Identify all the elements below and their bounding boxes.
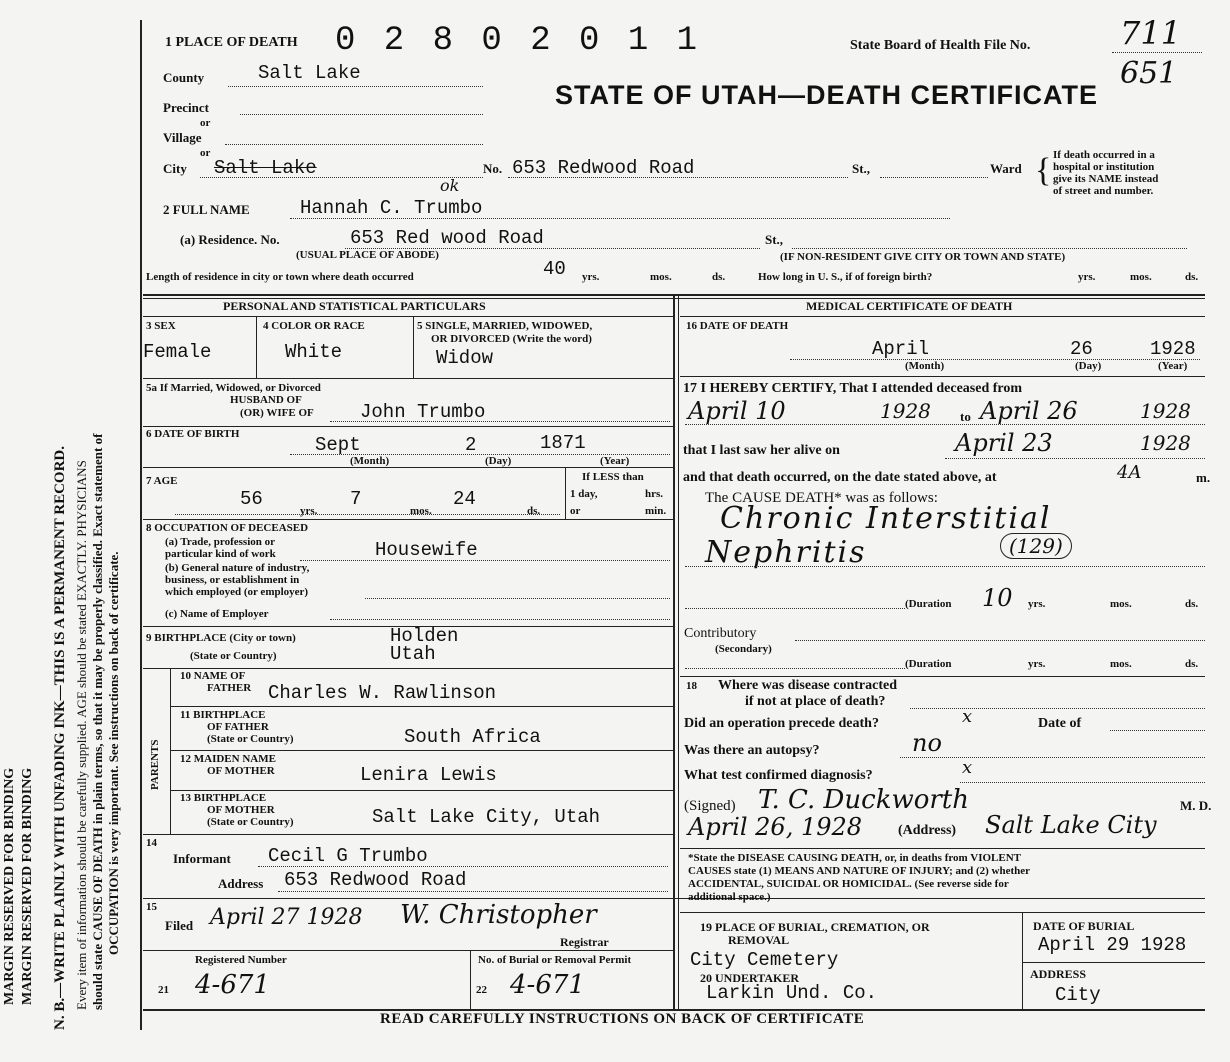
age-years: 56 xyxy=(240,488,263,510)
duration2-yrs-label: yrs. xyxy=(1028,658,1046,670)
rule-r-6 xyxy=(1022,962,1205,963)
length-of-residence-years: 40 xyxy=(543,258,566,280)
or-text-1: or xyxy=(200,117,211,129)
rule-l-7 xyxy=(143,668,675,669)
spouse-line xyxy=(330,421,670,422)
informant-address-label: Address xyxy=(218,876,264,891)
less-hrs-label: hrs. xyxy=(645,488,664,500)
age-yrs-label: yrs. xyxy=(300,505,318,517)
age-line xyxy=(175,514,560,515)
physician-signature: T. C. Duckworth xyxy=(758,785,969,815)
length-mos-label: mos. xyxy=(650,271,672,283)
md-label: M. D. xyxy=(1180,798,1212,813)
less-than-label: If LESS than xyxy=(582,471,644,483)
employer-line xyxy=(330,619,670,620)
operation-label: Did an operation precede death? xyxy=(684,716,879,731)
cause-line xyxy=(685,566,1205,567)
contracted-label-2: if not at place of death? xyxy=(745,694,886,709)
residence-value: 653 Red wood Road xyxy=(350,227,544,249)
contracted-label-1: Where was disease contracted xyxy=(718,678,897,693)
undertaker-label: 20 UNDERTAKER xyxy=(700,971,800,985)
operation-value: x xyxy=(962,706,973,727)
ward-label: Ward xyxy=(990,161,1022,176)
duration2-line xyxy=(685,668,905,669)
date-of-death-label: 16 DATE OF DEATH xyxy=(686,320,789,332)
margin-rule xyxy=(140,20,142,1030)
registrar-signature: W. Christopher xyxy=(400,900,597,930)
occupation-b-3: which employed (or employer) xyxy=(165,586,309,598)
burial-date-label: DATE OF BURIAL xyxy=(1033,919,1135,933)
county-label: County xyxy=(163,70,205,85)
physician-address: Salt Lake City xyxy=(985,811,1157,839)
city-label: City xyxy=(163,161,187,176)
undertaker-address-label: ADDRESS xyxy=(1030,967,1087,981)
rule-l-11 xyxy=(143,834,675,835)
length-ds-label: ds. xyxy=(712,271,726,283)
informant-line xyxy=(258,866,668,867)
autopsy-line xyxy=(900,757,1205,758)
duration-mos-label: mos. xyxy=(1110,598,1132,610)
ward-note-3: give its NAME instead xyxy=(1053,173,1159,185)
duration-yrs-label: yrs. xyxy=(1028,598,1046,610)
father-birth-label-1: 11 BIRTHPLACE xyxy=(180,709,266,721)
contributory-label: Contributory xyxy=(684,626,757,641)
personal-section-title: PERSONAL AND STATISTICAL PARTICULARS xyxy=(223,299,486,313)
rule-r-3 xyxy=(680,676,1205,677)
rule-l-12 xyxy=(143,898,1205,899)
instruction-line-1: Every item of information should be carefully supplied. AGE should be stated EXACTLY. PHYSICIANS xyxy=(74,460,89,1010)
rule-l-4 xyxy=(143,467,675,468)
rule-burial-date xyxy=(1022,912,1023,1009)
instruction-line-2: should state CAUSE OF DEATH in plain terms, so that it may be properly classified. Exact statement of xyxy=(90,433,105,1010)
precinct-label: Precinct xyxy=(163,100,209,115)
rule-l-3 xyxy=(143,426,675,427)
length-yrs-label: yrs. xyxy=(582,271,600,283)
rule-sex-color xyxy=(256,316,257,378)
rule-l-5 xyxy=(143,519,675,520)
mother-birth-label-1: 13 BIRTHPLACE xyxy=(180,792,267,804)
autopsy-value: no xyxy=(912,729,942,757)
usual-place-caption: (USUAL PLACE OF ABODE) xyxy=(296,249,439,261)
rule-l-1 xyxy=(143,316,675,317)
signed-date: April 26, 1928 xyxy=(688,813,863,841)
certify-label: 17 I HEREBY CERTIFY, That I attended deceased from xyxy=(683,381,1023,396)
date-of-line xyxy=(1110,730,1205,731)
less-or-label: or xyxy=(570,505,581,517)
burial-permit-index: 22 xyxy=(476,984,487,996)
rule-age-less xyxy=(565,467,566,519)
date-of-death-year: 1928 xyxy=(1150,338,1196,360)
occupation-label: 8 OCCUPATION OF DECEASED xyxy=(146,522,309,534)
place-of-death-label: 1 PLACE OF DEATH xyxy=(165,35,298,50)
marital-value: Widow xyxy=(436,347,494,369)
death-time-m: m. xyxy=(1196,470,1211,485)
test-label: What test confirmed diagnosis? xyxy=(684,768,873,783)
burial-permit-value: 4-671 xyxy=(510,970,585,1000)
attended-line xyxy=(685,424,1205,425)
contracted-line xyxy=(910,708,1205,709)
to-label: to xyxy=(960,409,971,424)
occupation-line xyxy=(300,560,670,561)
father-birthplace: South Africa xyxy=(404,726,541,748)
age-ds-label: ds. xyxy=(527,505,541,517)
spouse-label-1: 5a If Married, Widowed, or Divorced xyxy=(146,382,321,394)
stamp-number: 0 2 8 0 2 0 1 1 xyxy=(335,22,702,60)
last-saw-line xyxy=(945,458,1205,459)
date-of-death-line xyxy=(790,359,1200,360)
how-long-us-label: How long in U. S., if of foreign birth? xyxy=(758,271,933,283)
footnote-1: *State the DISEASE CAUSING DEATH, or, in deaths from VIOLENT xyxy=(688,852,1022,864)
occupation-b-2: business, or establishment in xyxy=(165,574,300,586)
informant-label: Informant xyxy=(173,851,231,866)
less-day-label: 1 day, xyxy=(570,488,598,500)
dob-day: 2 xyxy=(465,434,477,456)
ward-line xyxy=(880,177,988,178)
city-value: Salt Lake xyxy=(214,157,317,179)
residence-city-line xyxy=(792,248,1187,249)
street-value: 653 Redwood Road xyxy=(512,157,695,179)
duration2-label: (Duration xyxy=(905,658,952,670)
non-resident-caption: (IF NON-RESIDENT GIVE CITY OR TOWN AND STATE) xyxy=(780,251,1066,263)
burial-date-value: April 29 1928 xyxy=(1038,934,1187,956)
attended-to: April 26 xyxy=(980,397,1078,425)
attended-from: April 10 xyxy=(688,397,786,425)
employer-label: (c) Name of Employer xyxy=(165,608,269,620)
dod-year-caption: (Year) xyxy=(1158,360,1188,372)
mother-birth-label-2: OF MOTHER xyxy=(207,804,275,816)
undertaker-value: Larkin Und. Co. xyxy=(706,982,878,1004)
father-label-2: FATHER xyxy=(207,682,252,694)
informant-number: 14 xyxy=(146,837,157,849)
instruction-line-3: OCCUPATION is very important. See instructions on back of certificate. xyxy=(106,551,121,955)
signed-label: (Signed) xyxy=(684,798,736,814)
burial-place-label-2: REMOVAL xyxy=(728,933,790,947)
mother-birthplace: Salt Lake City, Utah xyxy=(372,806,601,828)
village-line xyxy=(225,144,483,145)
rule-l-13 xyxy=(143,950,675,951)
less-min-label: min. xyxy=(645,505,667,517)
filed-date: April 27 1928 xyxy=(210,905,363,930)
age-months: 7 xyxy=(350,488,362,510)
mother-label-2: OF MOTHER xyxy=(207,765,275,777)
filed-label: Filed xyxy=(165,918,194,933)
q18-number: 18 xyxy=(686,680,697,692)
dod-month-caption: (Month) xyxy=(905,360,945,372)
ward-note-2: hospital or institution xyxy=(1053,161,1155,173)
age-mos-label: mos. xyxy=(410,505,432,517)
filed-number: 15 xyxy=(146,901,157,913)
us-yrs-label: yrs. xyxy=(1078,271,1096,283)
parents-label: PARENTS xyxy=(149,739,161,790)
registrar-label: Registrar xyxy=(560,935,609,949)
father-birth-label-3: (State or Country) xyxy=(207,733,294,745)
sex-value: Female xyxy=(143,341,212,363)
mother-name: Lenira Lewis xyxy=(360,764,497,786)
full-name-line xyxy=(290,218,950,219)
extra-number: 651 xyxy=(1120,56,1178,91)
precinct-line xyxy=(240,114,483,115)
ward-note-4: of street and number. xyxy=(1053,185,1154,197)
residence-label: (a) Residence. No. xyxy=(180,232,280,247)
birthplace-city: Holden xyxy=(390,625,459,647)
registered-number-label: Registered Number xyxy=(195,954,287,966)
physician-address-label: (Address) xyxy=(898,823,957,838)
undertaker-address-value: City xyxy=(1055,984,1101,1006)
cause-label: The CAUSE DEATH* was as follows: xyxy=(705,490,938,506)
file-number: 711 xyxy=(1120,14,1182,52)
ward-brace: { xyxy=(1035,152,1052,189)
dob-day-caption: (Day) xyxy=(485,455,512,467)
rule-center xyxy=(673,294,675,1009)
residence-st-label: St., xyxy=(765,232,784,247)
informant-address-line xyxy=(278,891,668,892)
color-value: White xyxy=(285,341,343,363)
burial-place-label: 19 PLACE OF BURIAL, CREMATION, OR xyxy=(700,920,930,934)
duration-line xyxy=(685,608,905,609)
certificate-title: STATE OF UTAH—DEATH CERTIFICATE xyxy=(555,80,1098,110)
attended-to-year: 1928 xyxy=(1140,399,1191,423)
rule-l-8 xyxy=(170,706,675,707)
rule-r-1 xyxy=(680,316,1205,317)
us-mos-label: mos. xyxy=(1130,271,1152,283)
marital-label-2: OR DIVORCED (Write the word) xyxy=(431,333,592,345)
test-line xyxy=(960,782,1205,783)
sex-label: 3 SEX xyxy=(146,320,176,332)
footnote-3: ACCIDENTAL, SUICIDAL OR HOMICIDAL. (See reverse side for xyxy=(688,878,1009,890)
county-value: Salt Lake xyxy=(258,62,361,84)
mother-label-1: 12 MAIDEN NAME xyxy=(180,753,276,765)
binding-text-1: MARGIN RESERVED FOR BINDING xyxy=(2,767,17,1005)
father-label-1: 10 NAME OF xyxy=(180,670,246,682)
registered-number-index: 21 xyxy=(158,984,169,996)
spouse-label-2: HUSBAND OF xyxy=(230,394,302,406)
contributory-line xyxy=(795,640,1205,641)
occupation-a-2: particular kind of work xyxy=(165,548,276,560)
rule-l-9 xyxy=(170,750,675,751)
village-label: Village xyxy=(163,130,202,145)
duration2-mos-label: mos. xyxy=(1110,658,1132,670)
dod-day-caption: (Day) xyxy=(1075,360,1102,372)
cause-code: (129) xyxy=(1000,533,1072,559)
dob-month-caption: (Month) xyxy=(350,455,390,467)
death-time: 4A xyxy=(1117,462,1142,483)
test-value: x xyxy=(962,757,973,778)
dob-year: 1871 xyxy=(540,432,586,454)
full-name-label: 2 FULL NAME xyxy=(163,202,250,217)
length-of-residence-label: Length of residence in city or town where death occurred xyxy=(146,271,414,283)
file-number-label: State Board of Health File No. xyxy=(850,38,1031,53)
rule-permit xyxy=(470,950,471,1009)
footnote-2: CAUSES state (1) MEANS AND NATURE OF INJURY; and (2) whether xyxy=(688,865,1031,877)
color-label: 4 COLOR OR RACE xyxy=(263,320,365,332)
rule-r-5 xyxy=(680,912,1205,913)
cause-line-1: Chronic Interstitial xyxy=(720,501,1052,536)
birthplace-label: 9 BIRTHPLACE (City or town) xyxy=(146,632,296,644)
or-text-2: or xyxy=(200,147,211,159)
dob-label: 6 DATE OF BIRTH xyxy=(146,428,240,440)
spouse-label-3: (OR) WIFE OF xyxy=(240,407,314,419)
age-label: 7 AGE xyxy=(146,475,178,487)
rule-color-marital xyxy=(413,316,414,378)
footnote-4: additional space.) xyxy=(688,891,771,903)
duration-label: (Duration xyxy=(905,598,952,610)
date-of-label: Date of xyxy=(1038,716,1082,731)
ward-note-1: If death occurred in a xyxy=(1053,149,1155,161)
nb-instruction: N. B.—WRITE PLAINLY WITH UNFADING INK—THIS IS A PERMANENT RECORD. xyxy=(52,446,68,1030)
duration2-ds-label: ds. xyxy=(1185,658,1199,670)
duration-years: 10 xyxy=(982,584,1013,612)
occupation-value: Housewife xyxy=(375,539,478,561)
file-number-line xyxy=(1112,52,1202,53)
burial-place-value: City Cemetery xyxy=(690,949,839,971)
age-days: 24 xyxy=(453,488,476,510)
birthplace-state-label: (State or Country) xyxy=(190,650,277,662)
date-of-death-day: 26 xyxy=(1070,338,1093,360)
autopsy-label: Was there an autopsy? xyxy=(684,743,820,758)
rule-r-2 xyxy=(680,376,1205,377)
burial-permit-label: No. of Burial or Removal Permit xyxy=(478,954,632,966)
marital-label: 5 SINGLE, MARRIED, WIDOWED, xyxy=(417,320,593,332)
street-st-label: St., xyxy=(852,161,871,176)
rule-r-4 xyxy=(680,848,1205,849)
informant-address-value: 653 Redwood Road xyxy=(284,869,467,891)
registered-number-value: 4-671 xyxy=(195,970,270,1000)
duration-ds-label: ds. xyxy=(1185,598,1199,610)
rule-center-2 xyxy=(678,294,679,1009)
last-saw-year: 1928 xyxy=(1140,431,1191,455)
rule-l-2 xyxy=(143,378,675,379)
birthplace-state: Utah xyxy=(390,643,436,665)
dob-month: Sept xyxy=(315,434,361,456)
secondary-label: (Secondary) xyxy=(715,643,772,655)
occupation-a-1: (a) Trade, profession or xyxy=(165,536,275,548)
medical-section-title: MEDICAL CERTIFICATE OF DEATH xyxy=(806,299,1013,313)
last-saw-label: that I last saw her alive on xyxy=(683,443,840,458)
date-of-death-month: April xyxy=(872,338,930,360)
death-occurred-label: and that death occurred, on the date stated above, at xyxy=(683,470,997,485)
father-name: Charles W. Rawlinson xyxy=(268,682,497,704)
footer-instructions: READ CAREFULLY INSTRUCTIONS ON BACK OF CERTIFICATE xyxy=(380,1011,865,1027)
street-line xyxy=(508,177,848,178)
street-no-label: No. xyxy=(483,161,503,176)
us-ds-label: ds. xyxy=(1185,271,1199,283)
full-name-note: ok xyxy=(440,176,460,195)
informant-value: Cecil G Trumbo xyxy=(268,845,428,867)
rule-l-10 xyxy=(170,790,675,791)
rule-parents xyxy=(170,668,171,834)
last-saw-date: April 23 xyxy=(955,429,1053,457)
county-line xyxy=(228,86,483,87)
full-name-value: Hannah C. Trumbo xyxy=(300,197,483,219)
attended-from-year: 1928 xyxy=(880,399,931,423)
father-birth-label-2: OF FATHER xyxy=(207,721,269,733)
binding-text-2: MARGIN RESERVED FOR BINDING xyxy=(20,767,35,1005)
occupation-b-1: (b) General nature of industry, xyxy=(165,562,310,574)
dob-year-caption: (Year) xyxy=(600,455,630,467)
spouse-value: John Trumbo xyxy=(360,401,486,423)
industry-line xyxy=(365,598,670,599)
cause-line-2: Nephritis xyxy=(705,535,867,570)
mother-birth-label-3: (State or Country) xyxy=(207,816,294,828)
